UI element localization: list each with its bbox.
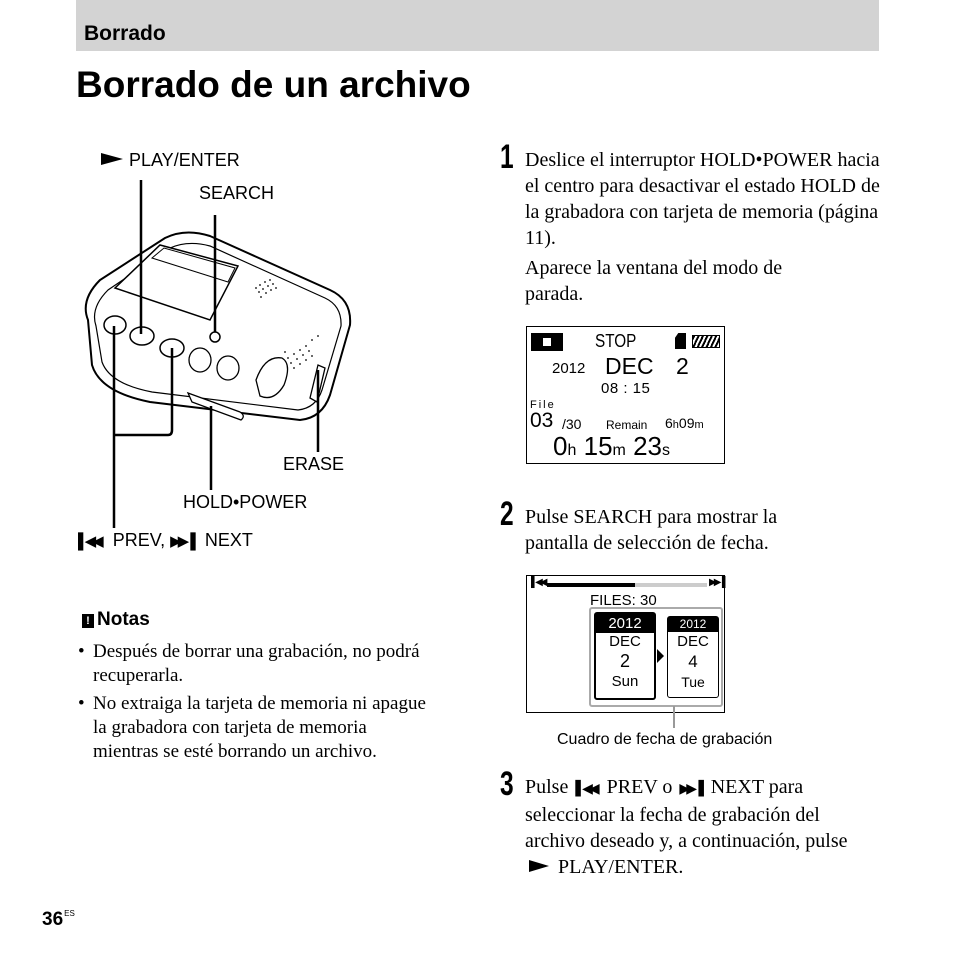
play-enter-label: PLAY/ENTER xyxy=(101,150,240,171)
date-card: 2012 DEC 4 Tue xyxy=(667,616,719,698)
elapsed-time: 0h 15m 23s xyxy=(553,431,671,461)
date-year: 2012 xyxy=(552,360,586,377)
next-icon: ▶▶▐ xyxy=(679,781,700,797)
step-subtext: Aparece la ventana del modo de parada. xyxy=(525,257,783,305)
stop-mode-icon xyxy=(531,333,563,351)
section-label: Borrado xyxy=(84,22,166,45)
battery-icon xyxy=(692,335,720,348)
section-header-bar xyxy=(76,0,879,51)
file-label: File xyxy=(530,399,556,411)
date-day: 2 xyxy=(676,353,689,379)
caution-icon: ! xyxy=(82,614,94,628)
notes-heading: ! Notas xyxy=(82,609,150,631)
prev-next-label: ▌◀◀ PREV, ▶▶▐ NEXT xyxy=(78,530,253,550)
date-select-screen xyxy=(526,575,725,713)
caption-leader xyxy=(673,706,675,728)
remain-time: 6h09m xyxy=(665,415,704,431)
step-number: 1 xyxy=(500,138,514,176)
stop-screen xyxy=(526,326,725,464)
prev-icon: ▌◀◀ xyxy=(531,577,545,588)
time-text: 08 : 15 xyxy=(601,380,651,397)
arrow-right-icon xyxy=(657,649,664,663)
file-number: 03 xyxy=(530,409,554,432)
play-icon xyxy=(101,153,123,165)
step-text: Pulse SEARCH para mostrar la pantalla de selección de fecha. xyxy=(525,506,778,554)
step-number: 2 xyxy=(500,495,514,533)
hold-power-label: HOLD•POWER xyxy=(183,492,308,512)
date-month: DEC xyxy=(605,353,654,379)
note-item: • No extraiga la tarjeta de memoria ni apague la grabadora con tarjeta de memoria mientras se esté borrando un archivo. xyxy=(78,693,426,762)
page-number: $36^{ES}$ xyxy=(42,909,75,930)
next-icon: ▶▶▐ xyxy=(170,533,192,550)
progress-fill xyxy=(547,583,635,587)
mode-text: STOP xyxy=(595,331,637,351)
erase-label: ERASE xyxy=(283,454,345,474)
page-title: Borrado de un archivo xyxy=(76,64,471,105)
remain-label: Remain xyxy=(606,418,648,432)
step-text: Pulse ▌◀◀ PREV o ▶▶▐ NEXT para seleccionar la fecha de grabación del archivo deseado y, a continuación, pulse PLAY/ENTER. xyxy=(525,776,848,878)
progress-track xyxy=(547,583,707,587)
next-icon: ▶▶▐ xyxy=(709,577,723,588)
search-label: SEARCH xyxy=(199,183,275,203)
play-icon xyxy=(529,860,549,872)
date-frame-caption: Cuadro de fecha de grabación xyxy=(557,731,773,748)
file-total: /30 xyxy=(562,416,582,432)
memory-card-icon xyxy=(675,333,686,349)
files-count: FILES: 30 xyxy=(590,592,657,609)
prev-icon: ▌◀◀ xyxy=(575,781,596,797)
note-item: • Después de borrar una grabación, no podrá recuperarla. xyxy=(78,641,420,686)
step-number: 3 xyxy=(500,765,514,803)
date-card-selected: 2012 DEC 2 Sun xyxy=(594,612,656,700)
prev-icon: ▌◀◀ xyxy=(78,533,100,550)
step-text: Deslice el interruptor HOLD•POWER hacia el centro para desactivar el estado HOLD de la grabadora con tarjeta de memoria (página 11). xyxy=(525,149,880,249)
